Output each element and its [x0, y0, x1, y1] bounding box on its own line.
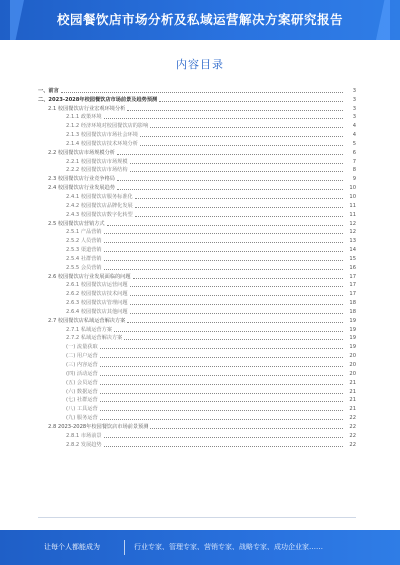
toc-entry[interactable]	[38, 413, 356, 422]
toc-entry-page: 21	[349, 397, 356, 404]
toc-entry-page: 20	[349, 370, 356, 377]
toc-leader-dots	[140, 145, 343, 146]
toc-entry-page: 7	[352, 158, 356, 165]
toc-entry[interactable]	[38, 289, 356, 298]
toc-entry-page: 21	[349, 379, 356, 386]
document-title: 校园餐饮店市场分析及私域运营解决方案研究报告	[56, 12, 343, 27]
toc-entry-page: 22	[349, 415, 356, 422]
toc-entry[interactable]	[38, 174, 356, 183]
toc-entry-page: 20	[349, 353, 356, 360]
toc-entry-label: (七) 社群运营	[66, 397, 98, 404]
toc-leader-dots	[130, 171, 343, 172]
toc-leader-dots	[135, 207, 343, 208]
toc-entry-page: 8	[352, 167, 356, 174]
toc-entry[interactable]	[38, 130, 356, 139]
toc-entry-label: 2.5 校园餐饮店营销方式	[48, 220, 105, 227]
toc-entry-page: 10	[349, 185, 356, 192]
toc-entry-label: 2.7.1 私域运营方案	[66, 326, 112, 333]
toc-entry-page: 21	[349, 388, 356, 395]
toc-leader-dots	[100, 401, 343, 402]
toc-leader-dots	[124, 339, 343, 340]
toc-entry[interactable]	[38, 86, 356, 95]
toc-leader-dots	[130, 163, 343, 164]
toc-entry-page: 18	[349, 308, 356, 315]
toc-leader-dots	[150, 127, 343, 128]
toc-entry-page: 17	[349, 291, 356, 298]
toc-entry[interactable]	[38, 369, 356, 378]
toc-leader-dots	[104, 242, 343, 243]
toc-leader-dots	[117, 189, 343, 190]
toc-entry[interactable]	[38, 440, 356, 449]
toc-leader-dots	[133, 278, 343, 279]
toc-leader-dots	[130, 295, 343, 296]
toc-entry-label: (二) 用户运营	[66, 353, 98, 360]
toc-leader-dots	[127, 322, 343, 323]
toc-entry-label: 2.4.2 校园餐饮店品牌化发展	[66, 202, 133, 209]
toc-leader-dots	[127, 110, 343, 111]
toc-entry-label: 一、前言	[38, 87, 59, 94]
toc-entry-page: 17	[349, 282, 356, 289]
toc-entry[interactable]	[38, 139, 356, 148]
toc-entry-label: (五) 会员运营	[66, 379, 98, 386]
toc-entry[interactable]	[38, 334, 356, 343]
toc-entry-page: 11	[349, 211, 356, 218]
toc-entry[interactable]	[38, 316, 356, 325]
toc-entry-label: 2.5.2 人员营销	[66, 238, 102, 245]
toc-leader-dots	[100, 393, 343, 394]
toc-leader-dots	[100, 384, 343, 385]
toc-entry-label: 2.5.1 产品营销	[66, 229, 102, 236]
toc-entry-page: 19	[349, 335, 356, 342]
toc-entry-page: 19	[349, 344, 356, 351]
toc-leader-dots	[104, 233, 343, 234]
toc-entry-label: 2.1.3 校园餐饮店市场社会环境	[66, 132, 138, 139]
toc-entry[interactable]	[38, 113, 356, 122]
toc-entry[interactable]	[38, 236, 356, 245]
toc-leader-dots	[107, 225, 343, 226]
toc-entry-page: 5	[352, 140, 356, 147]
toc-entry[interactable]	[38, 245, 356, 254]
toc-entry[interactable]	[38, 157, 356, 166]
toc-leader-dots	[130, 304, 343, 305]
toc-entry-page: 6	[352, 149, 356, 156]
toc-entry-label: 2.5.4 社群营销	[66, 255, 102, 262]
table-of-contents	[38, 86, 356, 449]
toc-entry[interactable]	[38, 378, 356, 387]
toc-entry-label: 2.8 2023-2028年校园餐饮店市场前景预测	[48, 423, 149, 430]
toc-entry[interactable]	[38, 148, 356, 157]
toc-entry[interactable]	[38, 263, 356, 272]
toc-entry-page: 12	[349, 229, 356, 236]
toc-entry[interactable]	[38, 422, 356, 431]
toc-entry-page: 12	[349, 220, 356, 227]
toc-heading: 内容目录	[176, 58, 224, 71]
toc-entry-page: 9	[352, 176, 356, 183]
toc-entry-page: 11	[349, 202, 356, 209]
toc-entry-label: 2.7 校园餐饮店私域运营解决方案	[48, 317, 126, 324]
toc-entry-page: 3	[352, 87, 356, 94]
toc-leader-dots	[104, 251, 343, 252]
toc-entry-label: 2.2 校园餐饮店市场规模分析	[48, 149, 115, 156]
toc-entry-label: 2.5.5 会员营销	[66, 264, 102, 271]
toc-entry-label: 2.1.1 政策环境	[66, 114, 102, 121]
toc-leader-dots	[104, 118, 343, 119]
toc-entry[interactable]	[38, 307, 356, 316]
toc-entry-label: 2.5.3 渠道营销	[66, 247, 102, 254]
toc-entry-label: 2.8.1 市场前景	[66, 432, 102, 439]
toc-entry[interactable]	[38, 166, 356, 175]
toc-entry-label: 2.1.2 经济环境对校园餐饮店的影响	[66, 123, 149, 130]
toc-entry-page: 13	[349, 238, 356, 245]
toc-leader-dots	[104, 437, 343, 438]
toc-entry[interactable]	[38, 272, 356, 281]
toc-entry[interactable]	[38, 396, 356, 405]
toc-entry-label: 2.6.4 校园餐饮店其他问题	[66, 308, 128, 315]
toc-entry-page: 4	[352, 123, 356, 130]
toc-leader-dots	[100, 348, 343, 349]
toc-entry[interactable]	[38, 192, 356, 201]
toc-entry-label: 2.6.1 校园餐饮店运营问题	[66, 282, 128, 289]
toc-entry-page: 19	[349, 326, 356, 333]
footer-tagline: 行业专家、管理专家、营销专家、战略专家、成功企业家……	[134, 543, 323, 551]
toc-entry-page: 15	[349, 255, 356, 262]
toc-entry-page: 4	[352, 132, 356, 139]
toc-leader-dots	[100, 419, 343, 420]
toc-entry[interactable]	[38, 404, 356, 413]
toc-entry-label: 2.1.4 校园餐饮店技术环境分析	[66, 140, 138, 147]
toc-entry-page: 17	[349, 273, 356, 280]
toc-entry-page: 16	[349, 264, 356, 271]
toc-leader-dots	[61, 92, 343, 93]
toc-entry[interactable]	[38, 228, 356, 237]
toc-entry-page: 19	[349, 317, 356, 324]
toc-entry[interactable]	[38, 342, 356, 351]
toc-entry-label: 2.8.2 发展趋势	[66, 441, 102, 448]
footer-divider	[124, 540, 125, 555]
toc-entry-page: 22	[349, 441, 356, 448]
toc-leader-dots	[117, 154, 343, 155]
toc-entry-page: 22	[349, 432, 356, 439]
toc-leader-dots	[100, 375, 343, 376]
toc-leader-dots	[130, 313, 343, 314]
toc-entry-label: 2.2.2 校园餐饮店市场结构	[66, 167, 128, 174]
toc-leader-dots	[150, 428, 343, 429]
toc-entry-label: 2.4.1 校园餐饮店服务标准化	[66, 193, 133, 200]
toc-entry-label: 2.1 校园餐饮店行业宏观环境分析	[48, 105, 126, 112]
toc-entry[interactable]	[38, 201, 356, 210]
toc-leader-dots	[100, 366, 343, 367]
toc-entry[interactable]	[38, 351, 356, 360]
toc-entry-page: 3	[352, 114, 356, 121]
toc-entry-label: 2.3 校园餐饮店行业竞争格局	[48, 176, 115, 183]
toc-leader-dots	[135, 216, 343, 217]
toc-entry-label: 2.6.2 校园餐饮店技术问题	[66, 291, 128, 298]
toc-entry-page: 21	[349, 406, 356, 413]
toc-entry-page: 22	[349, 423, 356, 430]
header-banner	[0, 0, 400, 40]
toc-leader-dots	[117, 180, 343, 181]
toc-leader-dots	[100, 410, 343, 411]
toc-entry-label: (一) 流量获取	[66, 344, 98, 351]
toc-entry-label: (四) 活动运营	[66, 370, 98, 377]
toc-leader-dots	[104, 446, 343, 447]
toc-entry-label: 2.4 校园餐饮店行业发展趋势	[48, 185, 115, 192]
toc-entry-label: 2.4.3 校园餐饮店数字化转型	[66, 211, 133, 218]
toc-entry-page: 18	[349, 300, 356, 307]
toc-leader-dots	[114, 331, 343, 332]
toc-entry-page: 3	[352, 96, 356, 103]
toc-entry[interactable]	[38, 210, 356, 219]
toc-entry-label: 2.6 校园餐饮店行业发展面临的问题	[48, 273, 131, 280]
toc-leader-dots	[100, 357, 343, 358]
toc-entry[interactable]	[38, 104, 356, 113]
toc-entry-label: (八) 工具运营	[66, 406, 98, 413]
toc-entry[interactable]	[38, 183, 356, 192]
toc-entry[interactable]	[38, 254, 356, 263]
toc-entry-label: 二、2023-2028年校园餐饮店市场前景及趋势预测	[38, 96, 158, 103]
toc-entry[interactable]	[38, 360, 356, 369]
footer-slogan: 让每个人都能成为	[44, 543, 100, 551]
toc-entry-label: 2.7.2 私域运营解决方案	[66, 335, 123, 342]
toc-leader-dots	[104, 260, 343, 261]
toc-leader-dots	[159, 101, 343, 102]
toc-entry[interactable]	[38, 325, 356, 334]
toc-entry-label: (六) 数据运营	[66, 388, 98, 395]
toc-entry[interactable]	[38, 281, 356, 290]
content-divider	[38, 517, 356, 518]
toc-entry-page: 14	[349, 247, 356, 254]
toc-entry[interactable]	[38, 387, 356, 396]
toc-entry-label: 2.6.3 校园餐饮店管理问题	[66, 300, 128, 307]
toc-entry[interactable]	[38, 95, 356, 104]
toc-entry[interactable]	[38, 298, 356, 307]
toc-entry-page: 20	[349, 362, 356, 368]
toc-entry[interactable]	[38, 121, 356, 130]
toc-entry-label: (九) 服务运营	[66, 415, 98, 422]
toc-entry-label: (三) 内容运营	[66, 362, 98, 368]
toc-leader-dots	[130, 286, 343, 287]
toc-leader-dots	[135, 198, 343, 199]
toc-leader-dots	[104, 269, 343, 270]
toc-entry[interactable]	[38, 431, 356, 440]
toc-entry-page: 10	[349, 193, 356, 200]
toc-entry-page: 3	[352, 105, 356, 112]
toc-leader-dots	[140, 136, 343, 137]
footer-banner	[0, 530, 400, 565]
toc-entry[interactable]	[38, 219, 356, 228]
toc-entry-label: 2.2.1 校园餐饮店市场规模	[66, 158, 128, 165]
